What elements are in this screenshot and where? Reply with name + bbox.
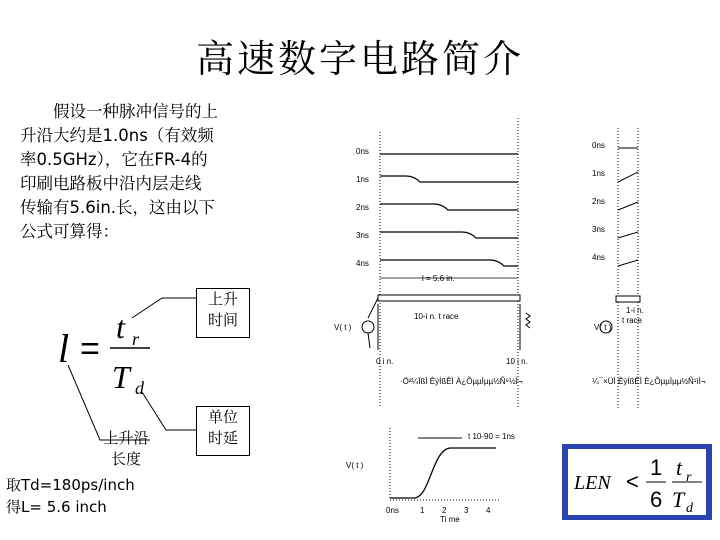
propagation-figure [330, 118, 720, 408]
len-num: t [676, 455, 683, 480]
intro-line: 假设一种脉冲信号的上 [53, 102, 218, 121]
xtick: 4 [486, 506, 491, 515]
time-label: 0ns [592, 141, 605, 150]
trace-label: 10-i n. t race [414, 312, 459, 321]
trace-label-right-2: t race [622, 316, 643, 325]
rise-annotation: t 10-90 = 1ns [468, 432, 515, 441]
source-ground [368, 333, 370, 348]
callout-rise-time: 上升 时间 [196, 288, 250, 338]
len-one: 1 [650, 455, 663, 480]
len-formula [568, 449, 706, 515]
source-label-right: V( t ) [594, 323, 612, 332]
callout-rise-edge: 上升沿 长度 [103, 429, 149, 468]
time-label: 4ns [356, 259, 369, 268]
xtick: 2 [442, 506, 447, 515]
len-num-sub: r [686, 470, 692, 485]
note-length: 得L= 5.6 inch [6, 498, 107, 516]
wave-4ns [380, 260, 518, 266]
time-label: 2ns [356, 203, 369, 212]
intro-line: 升沿大约是1.0ns（有效频 [20, 126, 214, 145]
rwave-2 [618, 202, 638, 210]
len-den-sub: d [686, 501, 693, 515]
trace-bar [378, 295, 520, 301]
time-label: 1ns [356, 175, 369, 184]
wave-2ns [380, 204, 518, 210]
source-wire [368, 298, 378, 318]
intro-line: 传输有5.6in.长，这由以下 [20, 198, 216, 217]
rise-time-figure [340, 420, 530, 525]
time-label: 3ns [592, 225, 605, 234]
formula-num: t [116, 309, 125, 345]
formula-den: T [112, 359, 130, 395]
formula-den-sub: d [135, 378, 144, 398]
trace-label-right: 1-i n. [626, 306, 644, 315]
rise-curve [390, 448, 496, 498]
time-labels-left [356, 147, 369, 268]
rwave-3 [618, 232, 638, 238]
length-label: l = 5.6 in. [422, 274, 455, 283]
pos-left: 0 i n. [376, 357, 394, 366]
source-symbol [362, 321, 374, 333]
ylabel: V( t ) [346, 461, 364, 470]
xlabel: Ti me [440, 515, 460, 524]
wave-3ns [380, 232, 518, 238]
xtick: 3 [464, 506, 469, 515]
formula-num-sub: r [132, 329, 140, 349]
source-label: V( t ) [334, 323, 352, 332]
time-label: 4ns [592, 253, 605, 262]
formula-lhs: l [58, 326, 70, 371]
wave-1ns [380, 176, 518, 182]
leader-rise-time [132, 298, 196, 318]
len-lhs: LEN [574, 472, 611, 494]
page-title: 高速数字电路简介 [195, 37, 524, 81]
caption-left: ·Ö²¼ÏßÌ ÊýÍßÊÌ À¿ÕµµÌµµ½Ñ⁹½Ì¬ [400, 377, 523, 386]
load-resistor [526, 313, 530, 328]
len-formula-panel [562, 444, 712, 520]
intro-line: 率0.5GHz），它在FR-4的 [20, 150, 208, 169]
note-td: 取Td=180ps/inch [6, 476, 135, 494]
time-label: 1ns [592, 169, 605, 178]
pos-right: 10 i n. [506, 357, 528, 366]
len-formula-inner [568, 449, 706, 515]
intro-line: 公式可算得： [20, 222, 119, 241]
time-label: 3ns [356, 231, 369, 240]
len-den: T [672, 487, 685, 512]
caption-right: ¼¯×ÜÌ ÊýÍßÊÌ È¿ÕµµÌµµ½Ñ¹ìÌ¬ [592, 377, 706, 386]
time-label: 0ns [356, 147, 369, 156]
formula-eq: = [80, 330, 100, 368]
xtick: 1 [420, 506, 425, 515]
intro-line: 印刷电路板中沿内层走线 [20, 174, 202, 193]
callout-unit-delay: 单位 时延 [196, 406, 250, 456]
short-trace [616, 296, 640, 302]
len-op: < [626, 469, 639, 494]
rwave-1 [618, 172, 638, 182]
xtick: 0ns [386, 506, 399, 515]
leader-unit-delay [142, 392, 196, 430]
rwave-4 [618, 260, 638, 266]
len-six: 6 [650, 487, 663, 512]
time-label: 2ns [592, 197, 605, 206]
